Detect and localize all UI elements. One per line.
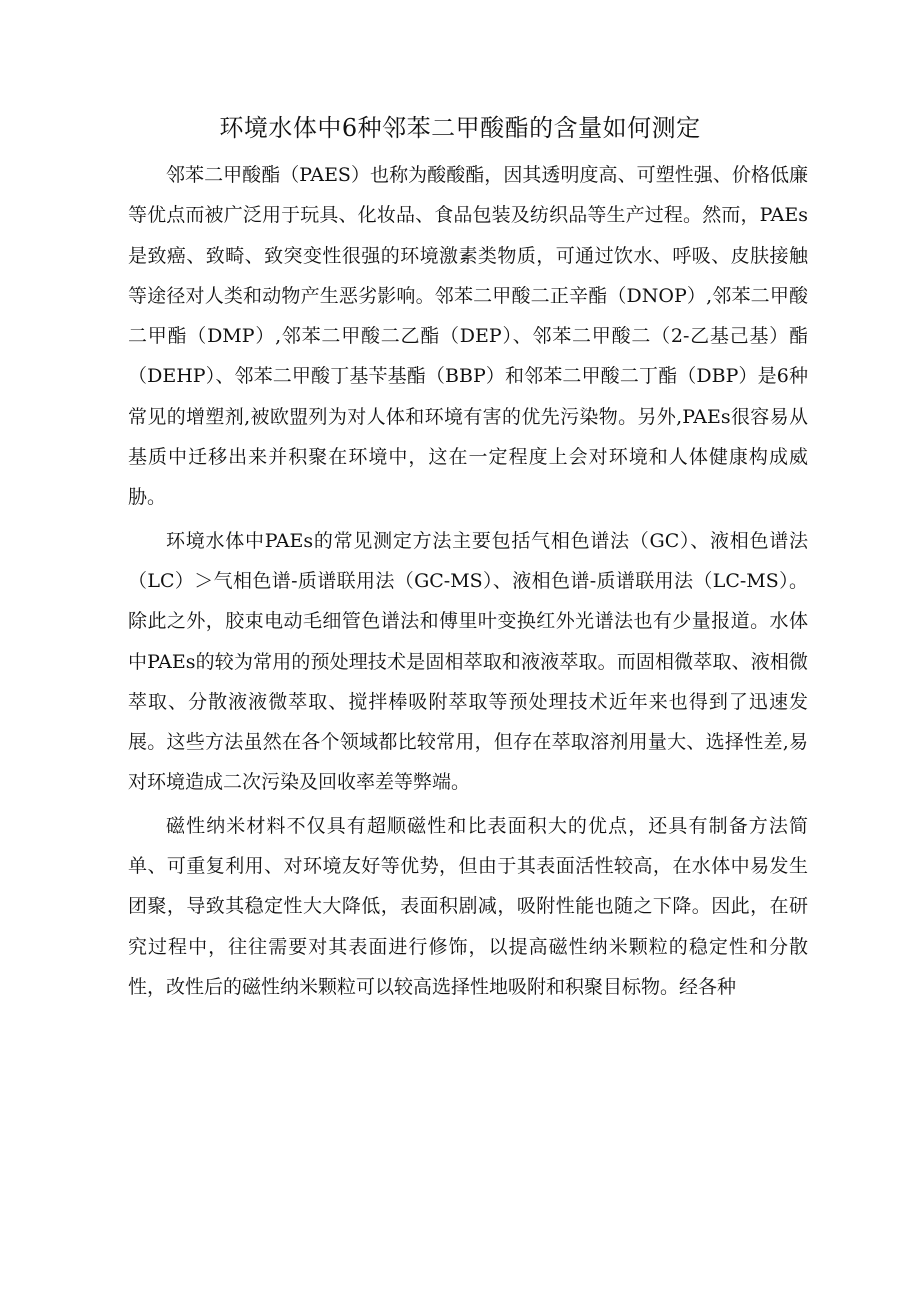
- paragraph-1: 邻苯二甲酸酯（PAES）也称为酸酸酯，因其透明度高、可塑性强、价格低廉等优点而被广泛用于玩具、化妆品、食品包装及纺织品等生产过程。然而，PAEs是致癌、致畸、致突变性很强的环境激素类物质，可通过饮水、呼吸、皮肤接触等途径对人类和动物产生恶劣影响。邻苯二甲酸二正辛酯（DNOP）,邻苯二甲酸二甲酯（DMP）,邻苯二甲酸二乙酯（DEP）、邻苯二甲酸二（2-乙基己基）酯（DEHP）、邻苯二甲酸丁基苄基酯（BBP）和邻苯二甲酸二丁酯（DBP）是6种常见的增塑剂,被欧盟列为对人体和环境有害的优先污染物。另外,PAEs很容易从基质中迁移出来并积聚在环境中，这在一定程度上会对环境和人体健康构成威胁。: [128, 164, 808, 509]
- document-title: 环境水体中6种邻苯二甲酸酯的含量如何测定: [219, 114, 701, 142]
- paragraph-3: 磁性纳米材料不仅具有超顺磁性和比表面积大的优点，还具有制备方法简单、可重复利用、对环境友好等优势，但由于其表面活性较高，在水体中易发生团聚，导致其稳定性大大降低，表面积剧减，吸附性能也随之下降。因此，在研究过程中，往往需要对其表面进行修饰，以提高磁性纳米颗粒的稳定性和分散性，改性后的磁性纳米颗粒可以较高选择性地吸附和积聚目标物。经各种: [128, 814, 808, 998]
- document-body: [128, 155, 808, 1010]
- paragraph-2: 环境水体中PAEs的常见测定方法主要包括气相色谱法（GC）、液相色谱法（LC）＞气相色谱-质谱联用法（GC-MS）、液相色谱-质谱联用法（LC-MS）。除此之外，胶束电动毛细管色谱法和傅里叶变换红外光谱法也有少量报道。水体中PAEs的较为常用的预处理技术是固相萃取和液液萃取。而固相微萃取、液相微萃取、分散液液微萃取、搅拌棒吸附萃取等预处理技术近年来也得到了迅速发展。这些方法虽然在各个领域都比较常用，但存在萃取溶剂用量大、选择性差,易对环境造成二次污染及回收率差等弊端。: [128, 529, 808, 794]
